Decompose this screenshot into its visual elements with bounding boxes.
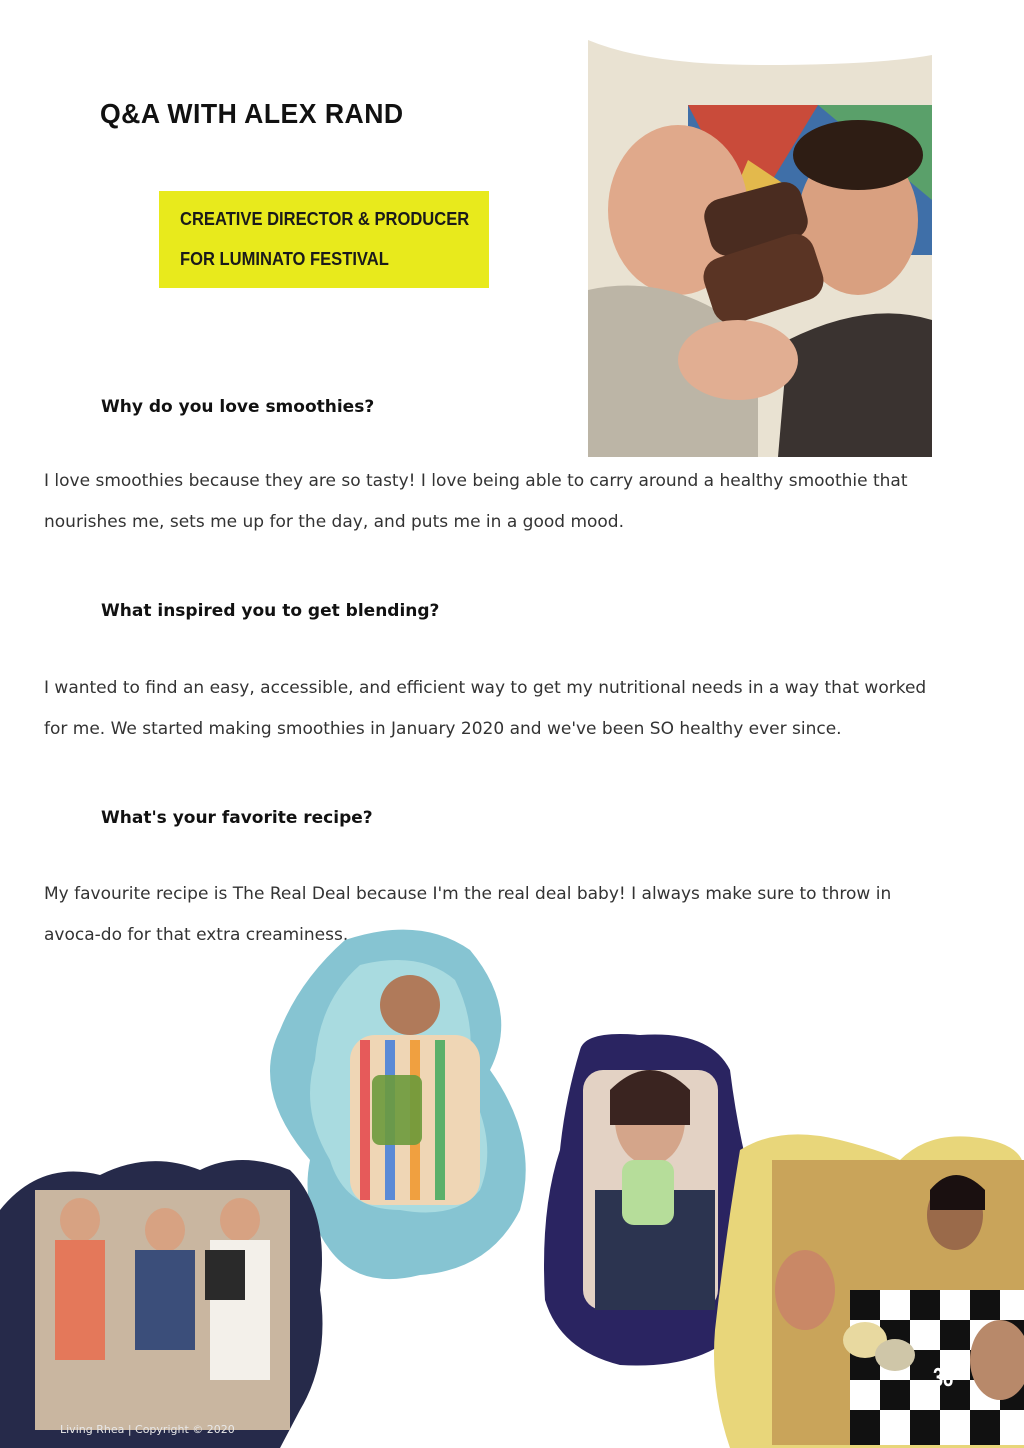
photo-collage bbox=[0, 910, 1024, 1448]
collage-photo-group bbox=[0, 1160, 323, 1448]
page-title: Q&A WITH ALEX RAND bbox=[100, 98, 404, 129]
page-number: 38 bbox=[933, 1362, 954, 1392]
role-highlight-box bbox=[159, 191, 489, 288]
role-line-2: FOR LUMINATO FESTIVAL bbox=[180, 249, 389, 269]
main-photo-illustration bbox=[588, 40, 932, 457]
answer-2: I wanted to find an easy, accessible, and efficient way to get my nutritional needs in a way that worked for me. We started making smoothies in January 2020 and we've been SO healthy ever since. bbox=[44, 678, 927, 739]
question-3: What's your favorite recipe? bbox=[101, 808, 373, 828]
role-line-1: CREATIVE DIRECTOR & PRODUCER bbox=[180, 209, 470, 229]
question-2: What inspired you to get blending? bbox=[101, 601, 440, 621]
question-1: Why do you love smoothies? bbox=[101, 397, 375, 417]
footer-copyright: Living Rhea | Copyright © 2020 bbox=[60, 1423, 235, 1436]
answer-1: I love smoothies because they are so tasty! I love being able to carry around a healthy smoothie that nourishes me, sets me up for the day, and puts me in a good mood. bbox=[44, 471, 908, 532]
collage-photo-friends bbox=[714, 1134, 1024, 1448]
main-photo bbox=[588, 40, 932, 457]
answer-3: My favourite recipe is The Real Deal because I'm the real deal baby! I always make sure to throw in avoca-do for that extra creaminess. bbox=[44, 884, 892, 945]
